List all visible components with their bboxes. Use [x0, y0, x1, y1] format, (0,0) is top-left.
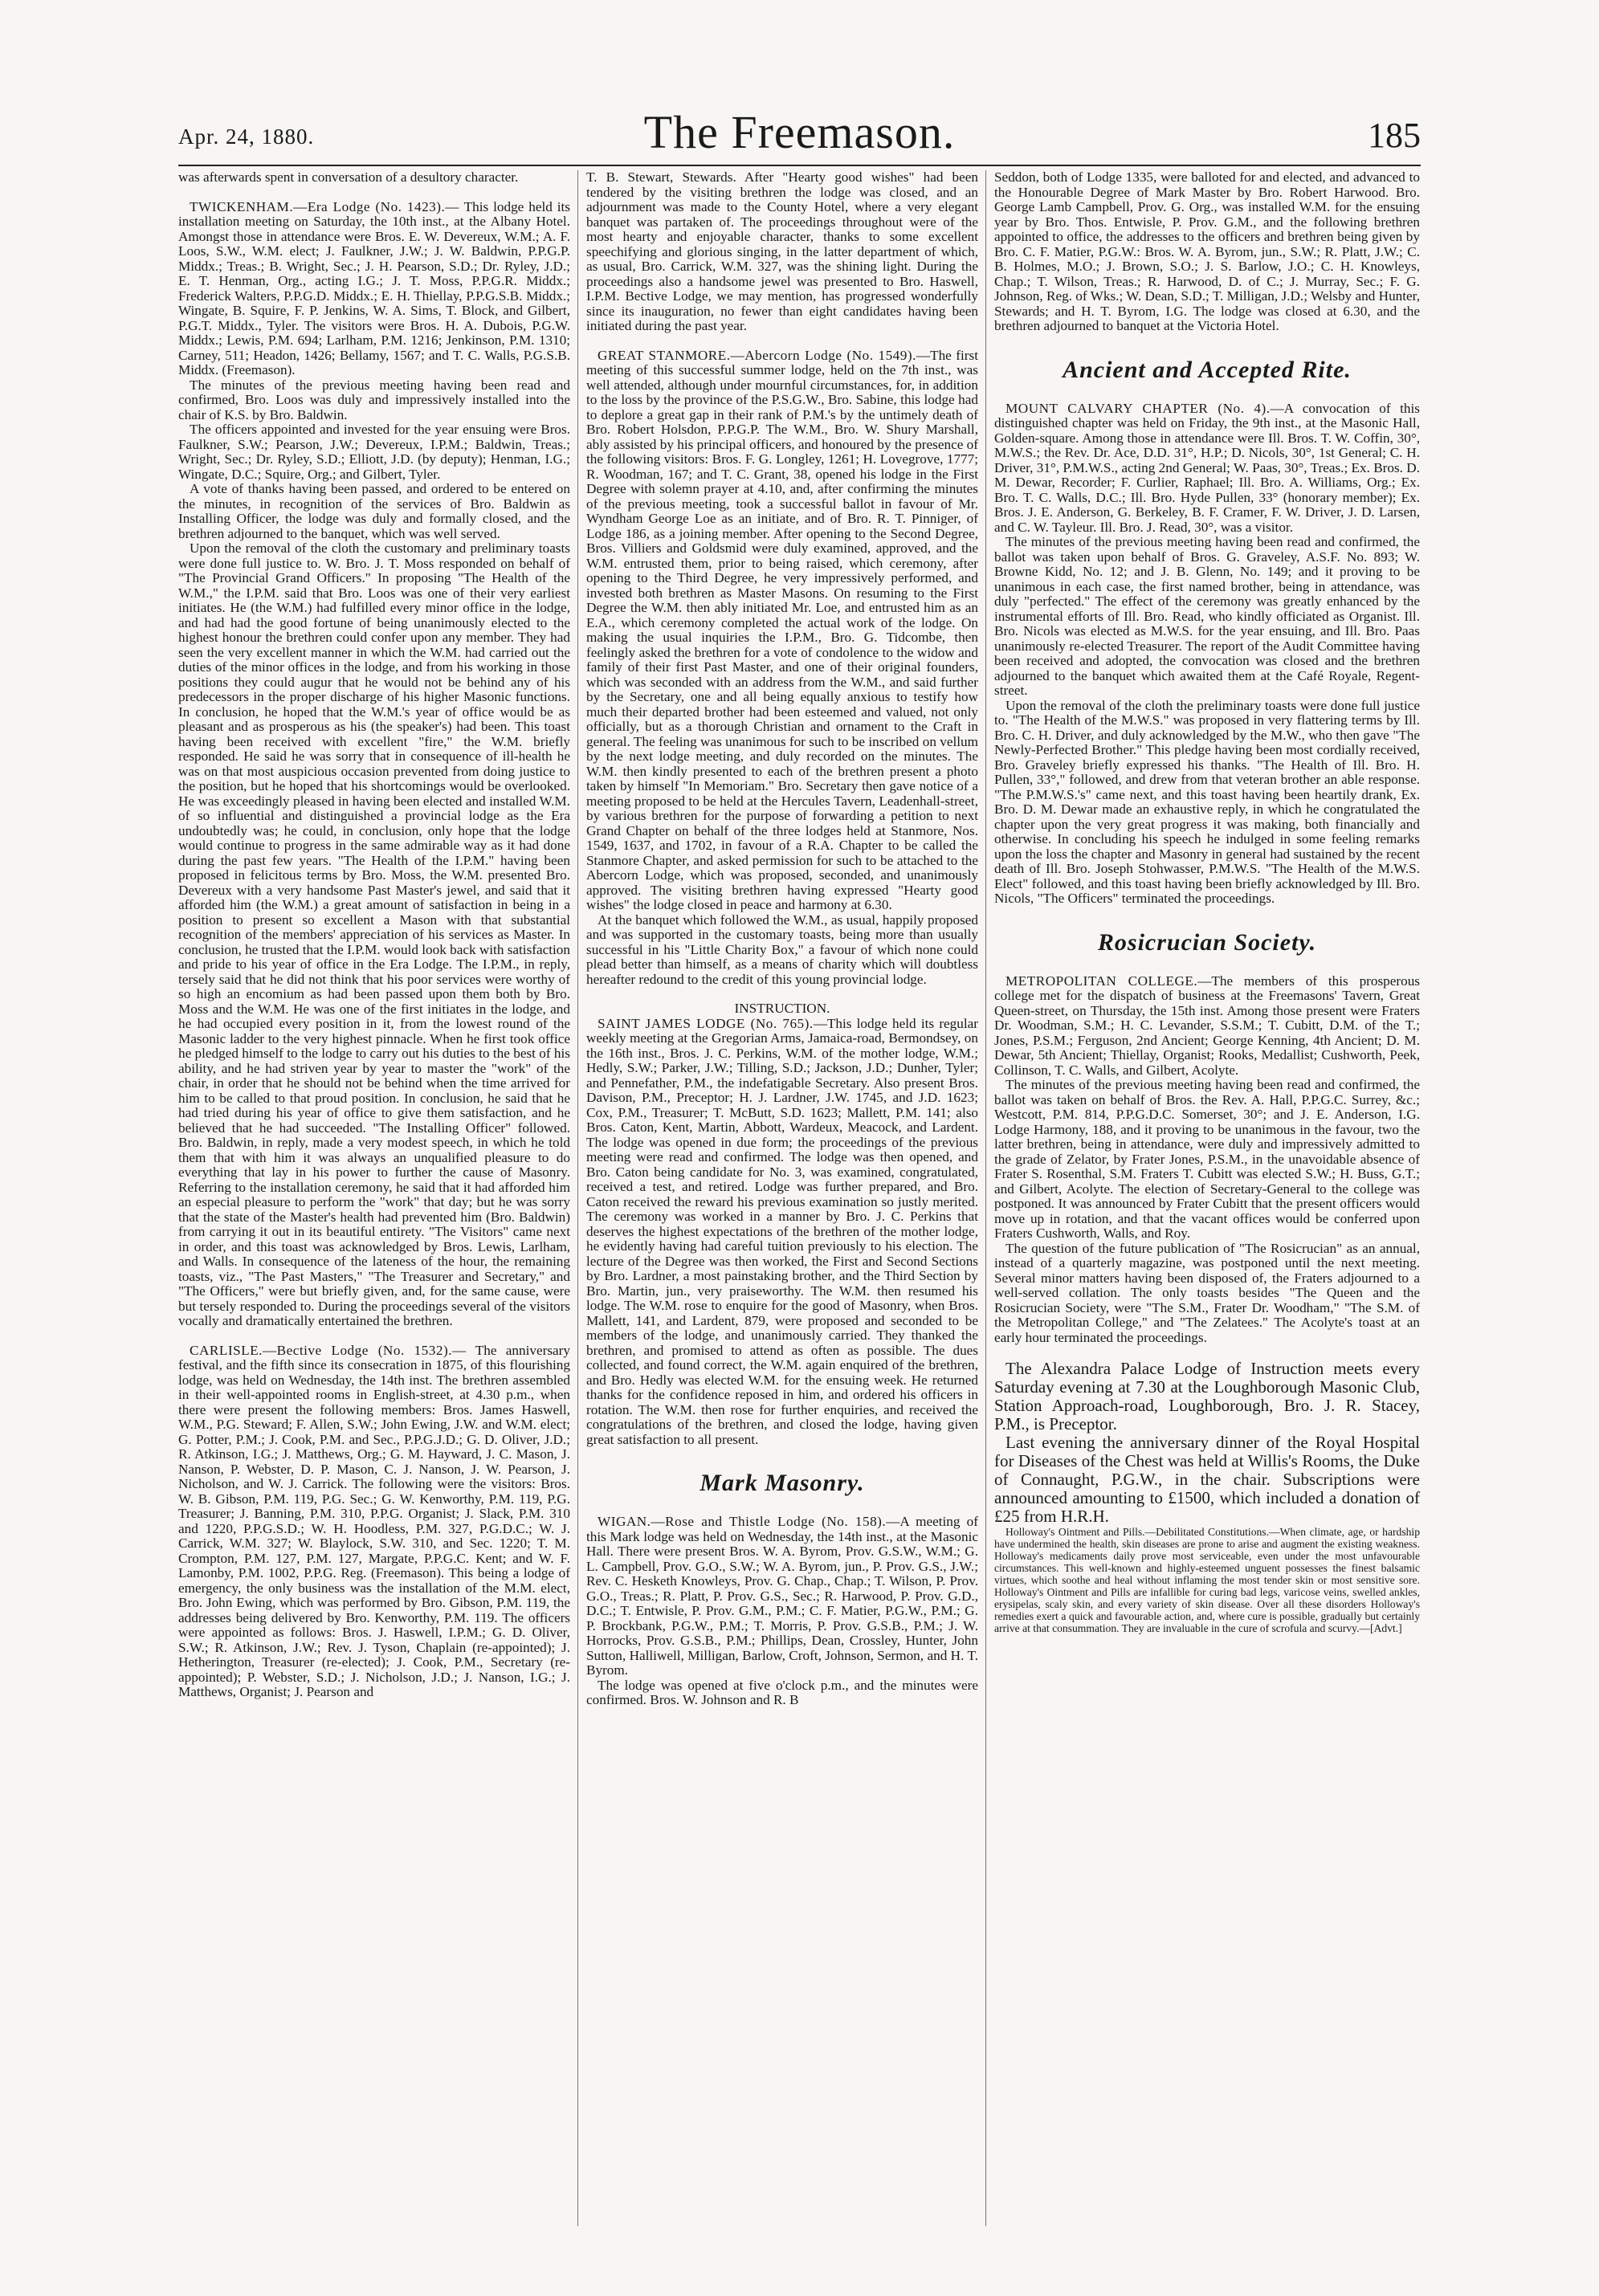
article-mount-calvary: [994, 402, 1420, 536]
paragraph: A vote of thanks having been passed, and ordered to be entered on the minutes, in recognition of the services of Bro. Baldwin as Installing Officer, the lodge was duly and formally closed, and the brethren adjourned to the banquet, which was well served.: [178, 481, 570, 541]
section-heading-ancient-accepted-rite: Ancient and Accepted Rite.: [1063, 356, 1352, 383]
article-carlisle: [178, 1344, 570, 1700]
article-body: —This lodge held its regular weekly meeting at the Gregorian Arms, Jamaica-road, Bermondsey, on the 16th inst., Bros. J. C. Perkins, W.M. of the mother lodge, W.M.; Hedly, S.W.; Parker, J.W.; Tilling, S.D.; Jackson, J.D.; Dunher, Tyler; and Pennefather, P.M., the indefatigable Secretary. Also present Bros. Davison, P.M., Preceptor; H. J. Lardner, J.W. 1745, and J.D. 1623; Cox, P.M., Treasurer; T. McButt, S.D. 1623; Mallett, P.M. 141; also Bros. Caton, Kent, Martin, Abbott, Wardeux, Meacock, and Lardent. The lodge was opened in due form; the proceedings of the previous meeting were read and confirmed. The lodge was then opened, and Bro. Caton being candidate for No. 3, was examined, congratulated, received a test, and retired. Lodge was further prepared, and Bro. Caton received the reward his previous examination so justly merited. The ceremony was worked in a manner by Bro. J. C. Perkins that deserves the highest expectations of the brethren of the mother lodge, he evidently having had careful tuition previously to his election. The lecture of the Degree was then worked, the First and Second Sections by Bro. Lardner, a most painstaking brother, and the Third Section by Bro. Martin, jun., very praiseworthy. The W.M. then resumed his lodge. The W.M. rose to enquire for the good of Masonry, when Bros. Mallett, 141, and Lardent, 879, were proposed and seconded to be members of the lodge, and unanimously carried. They thanked the brethren, and promised to attend as often as possible. The dues collected, and found correct, the W.M. again enquired of the brethren, and Bro. Hedly was elected W.M. for the ensuing week. He returned thanks for the confidence reposed in him, and ordered his officers in rotation. The W.M. then rose for further enquiries, and received the congratulations of the brethren, and closed the lodge, having given great satisfaction to all present.: [586, 1015, 978, 1447]
article-great-stanmore: [586, 349, 978, 913]
section-heading-mark-masonry: Mark Masonry.: [700, 1470, 865, 1496]
article-body: —The first meeting of this successful summer lodge, held on the 7th inst., was well attended, although under mournful circumstances, for, in addition to the loss by the province of the P.S.G.W., Bro. Sabine, this lodge had to deplore a great gap in their rank of P.M.'s by the untimely death of Bro. Robert Holsdon, P.P.G.P. The W.M., Bro. W. Shury Marshall, ably assisted by his principal officers, and honoured by the presence of the following visitors: Bros. F. G. Longley, 1261; H. Lovegrove, 1777; R. Woodman, 167; and T. C. Grant, 38, opened his lodge in the First Degree with solemn prayer at 4.10, and, after confirming the minutes of the previous meeting, took a successful ballot in favour of Mr. Wyndham George Loe as an initiate, and of Bro. R. T. Pinniger, of Lodge 186, as a joining member. After opening to the Second Degree, Bros. Villiers and Goldsmid were duly examined, approved, and the W.M. entrusted them, prior to being raised, which ceremony, after opening to the Third Degree, he very impressively performed, and invested both brethren as Master Masons. On resuming to the First Degree the W.M. then ably initiated Mr. Loe, and entrusted him as an E.A., which ceremony completed the actual work of the lodge. On making the usual inquiries the I.P.M., Bro. G. Tidcombe, then feelingly asked the brethren for a vote of condolence to the widow and family of their first Past Master, and one of their original founders, which was seconded with an address from the W.M., and said further by the Secretary, one and all being equally anxious to testify how much their departed brother had been esteemed and valued, not only officially, but as a thorough Christian and ornament to the Craft in general. The feeling was unanimous for such to be inscribed on vellum by the next lodge meeting, and duly recorded on the minutes. The W.M. then kindly presented to each of the brethren present a photo taken by himself "In Memoriam." Bro. Secretary then gave notice of a meeting proposed to be held at the Hercules Tavern, Leadenhall-street, by various brethren for the purpose of forwarding a petition to next Grand Chapter on behalf of the three lodges held at Stanmore, Nos. 1549, 1637, and 1702, in favour of a R.A. Chapter to be called the Stanmore Chapter, and asked permission for such to be attached to the Abercorn Lodge, which was proposed, seconded, and unanimously approved. The visiting brethren having expressed "Hearty good wishes" the lodge closed in peace and harmony at 6.30.: [586, 347, 978, 912]
article-heading: METROPOLITAN COLLEGE.: [1005, 973, 1198, 989]
article-metropolitan-college: [994, 974, 1420, 1079]
section-heading-rosicrucian-society: Rosicrucian Society.: [1097, 928, 1317, 956]
article-heading: TWICKENHAM.—Era Lodge (No. 1423).—: [190, 198, 459, 214]
article-continuation: T. B. Stewart, Stewards. After "Hearty good wishes" had been tendered by the visiting brethren the lodge was closed, and an adjournment was made to the County Hotel, where a very elegant banquet was partaken of. The proceedings throughout were of the most hearty and enjoyable character, thanks to some excellent speechifying and glorious singing, in the latter department of which, as usual, Bro. Carrick, W.M. 327, was the shining light. During the proceedings also a handsome jewel was presented to Bro. Haswell, I.P.M. Bective Lodge, we may mention, has progressed wonderfully since its inauguration, no fewer than eight candidates having been initiated during the past year.: [586, 170, 978, 333]
issue-date: Apr. 24, 1880.: [178, 124, 315, 149]
paragraph: The question of the future publication of "The Rosicrucian" as an annual, instead of a quarterly magazine, was postponed until the next meeting. Several minor matters having been disposed of, the Fraters adjourned to a well-served collation. The only toasts besides "The Queen and the Rosicrucian Society, were "The S.M., Frater Dr. Woodham," "The S.M. of the Metropolitan College," and "The Zelatees." The Acolyte's toast at an early hour terminated the proceedings.: [994, 1240, 1420, 1345]
paragraph: Upon the removal of the cloth the customary and preliminary toasts were done full justice to. W. Bro. J. T. Moss responded on behalf of "The Provincial Grand Officers." In proposing "The Health of the W.M.," the I.P.M. said that Bro. Loos was one of their very earliest initiates. He (the W.M.) had fulfilled every minor office in the lodge, and had had the good fortune of being unanimously elected to the highest honour the brethren could confer upon any member. They had seen the very excellent manner in which the W.M. had carried out the duties of the minor offices in the lodge, and from his working in those positions they could augur that he would not be behind any of his predecessors in the proper discharge of his higher Masonic functions. In conclusion, he hoped that the W.M.'s year of office would be as pleasant and as prosperous as his (the speaker's) had been. This toast having been received with excellent "fire," the W.M. briefly responded. He said he was sorry that in consequence of ill-health he was on that most auspicious occasion prevented from doing justice to the position, but he hoped that his shortcomings would be overlooked. He was exceedingly pleased in having been elected and installed W.M. of so influential and distinguished a provincial lodge as the Era undoubtedly was; he could, in conclusion, only hope that the lodge would continue to progress in the same admirable way as it had done during the past few years. "The Health of the I.P.M." having been proposed in felicitous terms by Bro. Moss, the W.M. presented Bro. Devereux with a very handsome Past Master's jewel, and said that it afforded him (the W.M.) a great amount of satisfaction in being in a position to present so excellent a Mason with that substantial recognition of the members' appreciation of his services as Master. In conclusion, he trusted that the I.P.M. would look back with satisfaction and pride to his year of office in the Era Lodge. The I.P.M., in reply, tersely said that he did not think that his poor services were worthy of so high an encomium as had been passed upon them both by Bro. Moss and the W.M. He was one of the first initiates in the lodge, and he had occupied every position in it, from the lowest round of the Masonic ladder to the very highest pinnacle. When he first took office he pledged himself to the lodge to carry out his duties to the best of his ability, and he had striven year by year to master the "work" of the chair, in order that he should not be behind when the time arrived for him to be called to that proud position. In conclusion, he said that he had tried during his year of office to give them satisfaction, and he believed that he had succeeded. "The Installing Officer" followed. Bro. Baldwin, in reply, made a very modest speech, in which he told them that with him it was always an unqualified pleasure to do everything that lay in his power to further the cause of Masonry. Referring to the installation ceremony, he said that it had afforded him an especial pleasure to perform the "work" that day; but he was sorry that the state of the Master's health had prevented him (Bro. Baldwin) from carrying it out in its beautiful entirety. "The Visitors" came next in order, and this toast was acknowledged by Bros. Lewis, Larlham, and Walls. In consequence of the lateness of the hour, the remaining toasts, viz., "The Past Masters," "The Treasurer and Secretary," and "The Officers," were but briefly given, and, for the same cause, were but tersely responded to. During the proceedings several of the visitors vocally and dramatically entertained the brethren.: [178, 540, 570, 1328]
paragraph: The minutes of the previous meeting having been read and confirmed, the ballot was taken upon behalf of Bros. G. Graveley, A.S.F. No. 893; W. Browne Kidd, No. 12; and J. B. Glenn, No. 149; and it proving to be unanimous in each case, the first named brother, being in attendance, was duly "perfected." The effect of the ceremony was greatly enhanced by the instrumental efforts of Ill. Bro. Read, who kindly officiated as Organist. Ill. Bro. Nicols was elected as M.W.S. for the year ensuing, and Ill. Bro. Paas unanimously re-elected Treasurer. The report of the Audit Committee having been received and adopted, the convocation was closed and the brethren adjourned to the banquet which awaited them at the Café Royale, Regent-street.: [994, 534, 1420, 698]
page-number: 185: [1368, 116, 1421, 155]
article-body: —A convocation of this distinguished chapter was held on Friday, the 9th inst., at the Masonic Hall, Golden-square. Among those in attendance were Ill. Bros. T. W. Coffin, 30°, M.W.S.; the Rev. Dr. Ace, D.D. 31°, H.P.; D. Nicols, 30°, 1st General; C. H. Driver, 31°, P.M.W.S., acting 2nd General; W. Paas, 30°, Treas.; Ex. Bros. D. M. Dewar, Recorder; F. Curlier, Raphael; Ill. Bro. A. Williams, Org.; Ex. Bro. T. C. Walls, D.C.; Ill. Bro. Hyde Pullen, 33° (honorary member); Ex. Bros. J. E. Anderson, G. Berkeley, B. F. Cramer, F. W. Driver, J. D. Larsen, and C. W. Tayleur. Ill. Bro. J. Read, 30°, was a visitor.: [994, 400, 1420, 535]
column-2: [586, 170, 978, 2226]
article-body: The anniversary festival, and the fifth since its consecration in 1875, of this flourishing lodge, was held on Wednesday, the 14th inst. The brethren assembled in their well-appointed rooms in English-street, at 4.30 p.m., when there were present the following members: Bros. James Haswell, W.M., P.G. Steward; F. Allen, S.W.; John Ewing, J.W. and W.M. elect; G. Potter, P.M.; J. Cook, P.M. and Sec., P.P.G.J.D.; G. D. Oliver, J.D.; R. Atkinson, I.G.; J. Matthews, Org.; G. M. Hayward, J. C. Mason, J. Nanson, P. Webster, D. P. Mason, C. J. Nanson, J. W. Pearson, J. Nicholson, and W. J. Carrick. The following were the visitors: Bros. W. B. Gibson, P.M. 119, P.G. Sec.; G. W. Kenworthy, P.M. 119, P.G. Treasurer; J. Banning, P.M. 310, P.P.G. Organist; J. Slack, P.M. 310 and 1220, P.P.G.S.D.; W. H. Hoodless, P.M. 327, P.G.D.C.; W. J. Carrick, W.M. 327; W. Blaylock, S.W. 310, and Sec. 1220; T. M. Crompton, P.M. 127, P.M. 127, Margate, P.P.G.C. Kent; and W. F. Lamonby, P.M. 1002, P.P.G. Reg. (Freemason). This being a lodge of emergency, the only business was the installation of the M.M. elect, Bro. John Ewing, which was performed by Bro. Gibson, P.M. 119, the addresses being delivered by Bro. Kenworthy, P.M. 119. The officers were appointed as follows: Bros. J. Haswell, I.P.M.; G. D. Oliver, S.W.; R. Atkinson, J.W.; Rev. J. Tyson, Chaplain (re-appointed); J. Hetherington, Treasurer (re-elected); J. Cook, P.M., Secretary (re-appointed); P. Webster, S.D.; J. Nicholson, J.D.; J. Nanson, I.G.; J. Matthews, Organist; J. Pearson and: [178, 1342, 570, 1699]
paragraph: Upon the removal of the cloth the preliminary toasts were done full justice to. "The Health of the M.W.S." was proposed in very flattering terms by Ill. Bro. C. H. Driver, and duly acknowledged by the M.W., who then gave "The Newly-Perfected Brother." This pledge having been most cordially received, Bro. Graveley briefly expressed his thanks. "The Health of Ill. Bro. H. Pullen, 33°," followed, and drew from that veteran brother an able response. "The P.M.W.S.'s" came next, and this toast having been heartily drank, Ex. Bro. D. M. Dewar made an exhaustive reply, in which he congratulated the chapter upon the very great progress it was making, both financially and otherwise. In concluding his speech he indulged in some feeling remarks upon the loss the chapter and Masonry in general had sustained by the recent death of Ill. Bro. Joseph Stohwasser, P.M.W.S. "The Health of the M.W.S. Elect" followed, and this toast having been briefly acknowledged by Ill. Bro. Nicols, "The Officers" terminated the proceedings.: [994, 697, 1420, 906]
article-continuation: Seddon, both of Lodge 1335, were balloted for and elected, and advanced to the Honourable Degree of Mark Master by Bro. Robert Harwood. Bro. George Lamb Campbell, Prov. G. Org., was installed W.M. for the ensuing year by Bro. Thos. Entwisle, P. Prov. G.M., and the following brethren appointed to office, the addresses to the officers and brethren being given by Bro. C. F. Matier, P.G.W.: Bros. W. A. Byrom, jun., S.W.; R. Platt, J.W.; C. B. Holmes, M.O.; J. Brown, S.O.; J. S. Barlow, J.O.; C. H. Knowleys, Chap.; T. Wilson, Treas.; R. Harwood, D. of C.; J. Murray, Sec.; F. G. Johnson, Reg. of Wks.; W. Dean, S.D.; T. Milligan, J.D.; Welsby and Hunter, Stewards; and H. T. Byrom, I.G. The lodge was closed at 6.30, and the brethren adjourned to banquet at the Victoria Hotel.: [994, 170, 1420, 333]
article-saint-james: [586, 1017, 978, 1448]
article-heading: CARLISLE.—Bective Lodge (No. 1532).—: [190, 1342, 467, 1358]
article-twickenham: [178, 200, 570, 378]
article-heading: MOUNT CALVARY CHAPTER (No. 4).: [1005, 400, 1271, 416]
article-body: This lodge held its installation meeting on Saturday, the 10th inst., at the Albany Hotel. Amongst those in attendance were Bros. E. W. Devereux, W.M.; A. F. Loos, S.W., W.M. elect; J. Faulkner, J.W.; J. W. Baldwin, P.P.G.P. Middx.; Treas.; B. Wright, Sec.; J. H. Pearson, S.D.; Dr. Ryley, J.D.; E. T. Henman, Org., acting I.G.; J. T. Moss, P.P.G.R. Middx.; Frederick Walters, P.P.G.D. Middx.; E. H. Thiellay, P.P.G.S.B. Middx.; Wingate, B. Squire, F. P. Jenkins, W. A. Sims, T. Block, and Gilbert, P.G.T. Middx., Tyler. The visitors were Bros. H. A. Dubois, P.G.W. Middx.; Lewis, P.M. 694; Larlham, P.M. 1216; Jenkinson, P.M. 1310; Carney, 511; Headon, 1426; Bellamy, 1567; and T. C. Walls, P.G.S.B. Middx. (Freemason).: [178, 198, 570, 377]
publication-title: The Freemason.: [643, 106, 956, 158]
article-heading: GREAT STANMORE.—Abercorn Lodge (No. 1549).: [598, 347, 916, 363]
article-wigan: [586, 1515, 978, 1678]
paragraph: The officers appointed and invested for the year ensuing were Bros. Faulkner, S.W.; Pearson, J.W.; Devereux, I.P.M.; Baldwin, Treas.; Wright, Sec.; Dr. Ryley, S.D.; Elliott, J.D. (by deputy); Henman, I.G.; Wingate, D.C.; Squire, Org.; and Gilbert, Tyler.: [178, 422, 570, 482]
advertisement-holloway: Holloway's Ointment and Pills.—Debilitated Constitutions.—When climate, age, or hardship have undermined the health, skin diseases are prone to arise and augment the existing weakness. Holloway's medicaments daily prove most serviceable, even under the most unfavourable circumstances. This well-known and highly-esteemed unguent possesses the finest balsamic virtues, which soothe and heal without inflaming the most tender skin or most sensitive sore. Holloway's Ointment and Pills are infallible for curing bad legs, varicose veins, swelled ankles, erysipelas, scaly skin, and every variety of skin disease. Over all these disorders Holloway's remedies exert a quick and favourable action, and, where cure is possible, gradually but certainly arrive at that consummation. They are invaluable in the cure of scrofula and scurvy.—[Advt.]: [994, 1526, 1420, 1634]
masthead-rule: [178, 165, 1421, 166]
paragraph: The minutes of the previous meeting having been read and confirmed, the ballot was taken on behalf of Bros. the Rev. A. Hall, P.P.G.C. Surrey, &c.; Westcott, P.M. 814, P.P.G.D.C. Somerset, 30°; and J. E. Anderson, I.G. Lodge Harmony, 188, and it proving to be unanimous in the favour, two the latter brethren, being in attendance, were duly and impressively admitted to the grade of Zelator, by Frater Jones, P.S.M., in the unavoidable absence of Frater S. Rosenthal, S.M. Fraters T. Cubitt was elected S.W.; H. Buss, G.T.; and Gilbert, Acolyte. The election of Secretary-General to the college was postponed. It was announced by Frater Cubitt that the present officers would move up in rotation, and that the vacant offices would be conferred upon Fraters Cushworth, Walls, and Roy.: [994, 1077, 1420, 1241]
paragraph: At the banquet which followed the W.M., as usual, happily proposed and was supported in the customary toasts, being more than usually successful in his "Little Charity Box," a favour of which none could plead better than himself, as a means of charity which will doubtless hereafter redound to the credit of this young provincial lodge.: [586, 911, 978, 987]
instruction-label: INSTRUCTION.: [734, 1001, 830, 1016]
article-heading: SAINT JAMES LODGE (No. 765).: [598, 1015, 814, 1031]
column-1: [178, 170, 570, 2226]
column-divider: [577, 170, 578, 2226]
paragraph: The minutes of the previous meeting having been read and confirmed, Bro. Loos was duly and impressively installed into the chair of K.S. by Bro. Baldwin.: [178, 377, 570, 422]
masthead: [178, 103, 1421, 161]
column-3: [994, 170, 1420, 2226]
article-body: —A meeting of this Mark lodge was held on Wednesday, the 14th inst., at the Masonic Hall. There were present Bros. W. A. Byrom, Prov. G.S.W., W.M.; G. L. Campbell, Prov. G.O., S.W.; W. A. Byrom, jun., P. Prov. G.S., J.W.; Rev. C. Hesketh Knowleys, Prov. G. Chap., Chap.; T. Wilson, P. Prov. G.O., Treas.; R. Platt, P. Prov. G.S., Sec.; R. Harwood, P. Prov. G.D., D.C.; T. Entwisle, P. Prov. G.M., P.M.; C. F. Matier, P.G.W., P.M.; G. P. Brockbank, P.G.W., P.M.; T. Morris, P. Prov. G.S.B., P.M.; J. W. Horrocks, Prov. G.S.B., P.M.; Phillips, Dean, Crossley, Hunter, John Sutton, Halliwell, Milligan, Barlow, Croft, Johnson, Sermon, and H. T. Byrom.: [586, 1514, 978, 1678]
column-divider: [985, 170, 986, 2226]
article-heading: WIGAN.—Rose and Thistle Lodge (No. 158).: [598, 1514, 887, 1529]
notice-alexandra-palace: The Alexandra Palace Lodge of Instruction meets every Saturday evening at 7.30 at the Loughborough Masonic Club, Station Approach-road, Loughborough, Bro. J. R. Stacey, P.M., is Preceptor.: [994, 1359, 1420, 1433]
article-body: —The members of this prosperous college met for the dispatch of business at the Freemasons' Tavern, Great Queen-street, on Thursday, the 15th inst. Among those present were Fraters Dr. Woodman, S.M.; H. C. Levander, S.S.M.; T. Cubitt, D.M. of the T.; Jones, P.S.M.; Ferguson, 2nd Ancient; George Kenning, 4th Ancient; D. M. Dewar, 5th Ancient; Thiellay, Organist; Rooks, Medallist; Cushworth, Peek, Collinson, T. C. Walls, and Gilbert, Acolyte.: [994, 973, 1420, 1078]
article-continuation: was afterwards spent in conversation of a desultory character.: [178, 170, 519, 185]
paragraph: The lodge was opened at five o'clock p.m., and the minutes were confirmed. Bros. W. Johnson and R. B: [586, 1677, 978, 1707]
notice-royal-hospital: Last evening the anniversary dinner of the Royal Hospital for Diseases of the Chest was held at Willis's Rooms, the Duke of Connaught, P.G.W., in the chair. Subscriptions were announced amounting to £1500, which included a donation of £25 from H.R.H.: [994, 1433, 1420, 1526]
